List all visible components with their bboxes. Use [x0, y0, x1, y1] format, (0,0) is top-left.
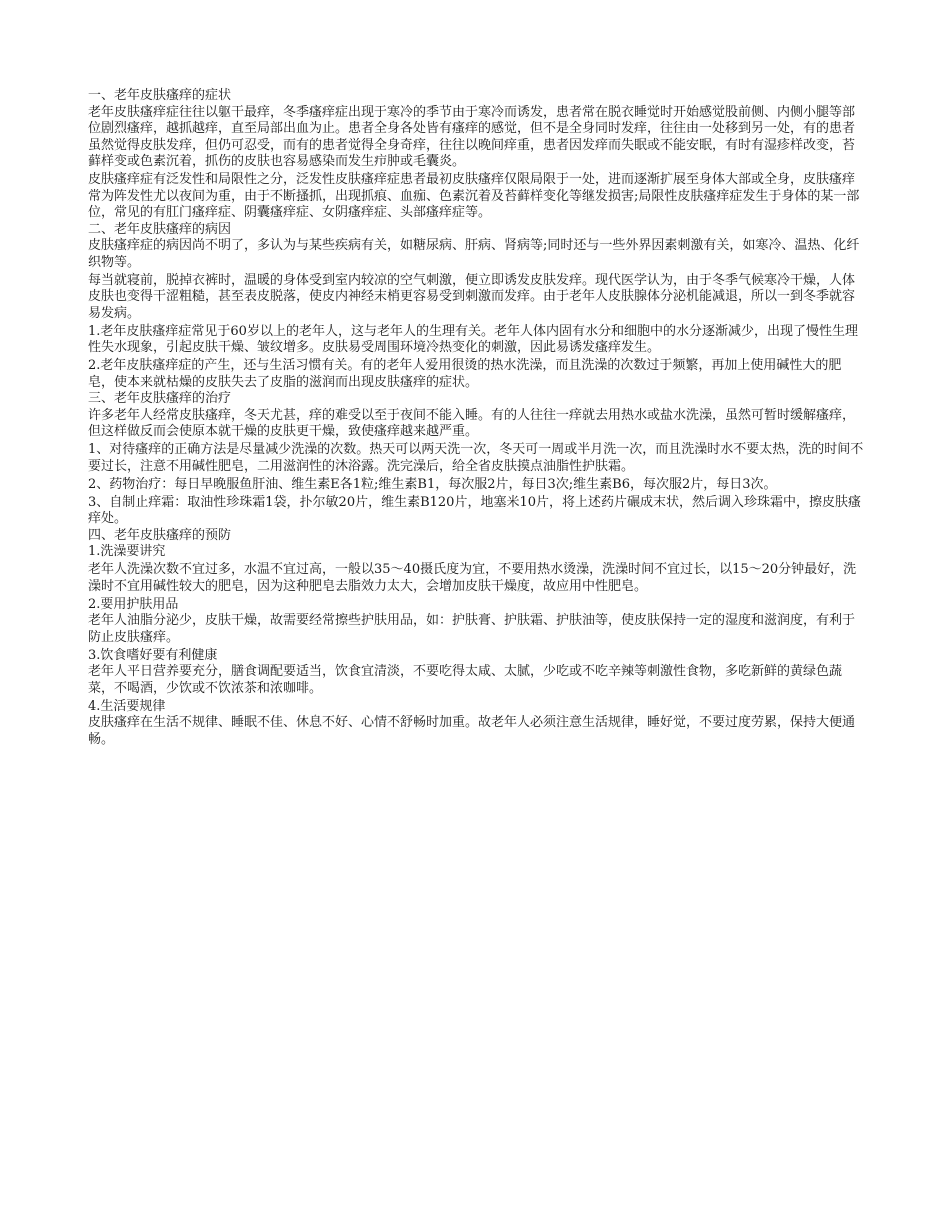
- subheading-bathing: 1.洗澡要讲究: [88, 544, 166, 559]
- paragraph-bathing: 老年人洗澡次数不宜过多，水温不宜过高，一般以35～40摄氏度为宜，不要用热水烫澡，洗澡时间不宜过长，以15～20分钟最好，洗澡时不宜用碱性较大的肥皂，因为这种肥皂去脂效力太大，会增加皮肤干燥度，故应用中性肥皂。: [88, 562, 857, 594]
- paragraph-routine: 皮肤瘙痒在生活不规律、睡眠不佳、休息不好、心情不舒畅时加重。故老年人必须注意生活规律，睡好觉，不要过度劳累，保持大便通畅。: [88, 715, 856, 747]
- paragraph-symptoms-2: 皮肤瘙痒症有泛发性和局限性之分，泛发性皮肤瘙痒症患者最初皮肤瘙痒仅限局限于一处，进而逐渐扩展至身体大部或全身，皮肤瘙痒常为阵发性尤以夜间为重，由于不断搔抓，出现抓痕、血痂、色素沉着及苔藓样变化等继发损害;局限性皮肤瘙痒症发生于身体的某一部位，常见的有肛门瘙痒症、阴囊瘙痒症、女阴瘙痒症、头部瘙痒症等。: [88, 172, 860, 220]
- paragraph-diet: 老年人平日营养要充分，膳食调配要适当，饮食宜清淡，不要吃得太咸、太腻，少吃或不吃辛辣等刺激性食物，多吃新鲜的黄绿色蔬菜，不喝酒，少饮或不饮浓茶和浓咖啡。: [88, 664, 843, 696]
- paragraph-causes-1: 皮肤瘙痒症的病因尚不明了，多认为与某些疾病有关，如糖尿病、肝病、肾病等;同时还与一些外界因素刺激有关，如寒冷、温热、化纤织物等。: [88, 238, 860, 270]
- paragraph-causes-3: 1.老年皮肤瘙痒症常见于60岁以上的老年人，这与老年人的生理有关。老年人体内固有水分和细胞中的水分逐渐减少，出现了慢性生理性失水现象，引起皮肤干燥、皱纹增多。皮肤易受周围环境冷热变化的刺激，因此易诱发瘙痒发生。: [88, 323, 858, 355]
- paragraph-treatment-4: 3、自制止痒霜：取油性珍珠霜1袋，扑尔敏20片，维生素B120片，地塞米10片，将上述药片碾成末状，然后调入珍珠霜中，擦皮肤瘙痒处。: [88, 494, 861, 526]
- paragraph-symptoms-1: 老年皮肤瘙痒症往往以躯干最痒，冬季瘙痒症出现于寒冷的季节由于寒冷而诱发，患者常在脱衣睡觉时开始感觉股前侧、内侧小腿等部位剧烈瘙痒，越抓越痒，直至局部出血为止。患者全身各处皆有瘙痒的感觉，但不是全身同时发痒，往往由一处移到另一处，有的患者虽然觉得皮肤发痒，但仍可忍受，而有的患者觉得全身奇痒，往往以晚间痒重，患者因发痒而失眠或不能安眠，有时有湿疹样改变，苔藓样变或色素沉着，抓伤的皮肤也容易感染而发生疖肿或毛囊炎。: [88, 104, 856, 169]
- section-heading-causes: 二、老年皮肤瘙痒的病因: [88, 221, 232, 237]
- section-heading-symptoms: 一、老年皮肤瘙痒的症状: [88, 88, 232, 103]
- paragraph-treatment-3: 2、药物治疗：每日早晚服鱼肝油、维生素E各1粒;维生素B1，每次服2片，每日3次;维生素B6，每次服2片，每日3次。: [88, 476, 777, 492]
- subheading-routine: 4.生活要规律: [88, 698, 166, 714]
- subheading-skincare: 2.要用护肤用品: [88, 596, 179, 612]
- paragraph-treatment-1: 许多老年人经常皮肤瘙痒，冬天尤甚，痒的难受以至于夜间不能入睡。有的人往往一痒就去用热水或盐水洗澡，虽然可暂时缓解瘙痒，但这样做反而会使原本就干燥的皮肤更干燥，致使瘙痒越来越严重。: [88, 407, 856, 439]
- subheading-diet: 3.饮食嗜好要有利健康: [88, 647, 218, 663]
- paragraph-causes-4: 2.老年皮肤瘙痒症的产生，还与生活习惯有关。有的老年人爱用很烫的热水洗澡，而且洗澡的次数过于频繁，再加上使用碱性大的肥皂，使本来就枯燥的皮肤失去了皮脂的滋润而出现皮肤瘙痒的症状。: [88, 358, 842, 390]
- paragraph-treatment-2: 1、对待瘙痒的正确方法是尽量减少洗澡的次数。热天可以两天洗一次，冬天可一周或半月洗一次，而且洗澡时水不要太热，洗的时间不要过长，注意不用碱性肥皂，二用滋润性的沐浴露。洗完澡后，给全省皮肤摸点油脂性护肤霜。: [88, 442, 864, 474]
- section-heading-prevention: 四、老年皮肤瘙痒的预防: [88, 527, 232, 543]
- paragraph-skincare: 老年人油脂分泌少，皮肤干燥，故需要经常擦些护肤用品，如：护肤膏、护肤霜、护肤油等，使皮肤保持一定的湿度和滋润度，有利于防止皮肤瘙痒。: [88, 613, 856, 645]
- document-body: [88, 88, 866, 748]
- paragraph-causes-2: 每当就寝前，脱掉衣裤时，温暖的身体受到室内较凉的空气刺激，便立即诱发皮肤发痒。现代医学认为，由于冬季气候寒冷干燥，人体皮肤也变得干涩粗糙，甚至表皮脱落，使皮内神经末梢更容易受到刺激而发痒。由于老年人皮肤腺体分泌机能减退，所以一到冬季就容易发病。: [88, 272, 856, 321]
- section-heading-treatment: 三、老年皮肤瘙痒的治疗: [88, 391, 232, 406]
